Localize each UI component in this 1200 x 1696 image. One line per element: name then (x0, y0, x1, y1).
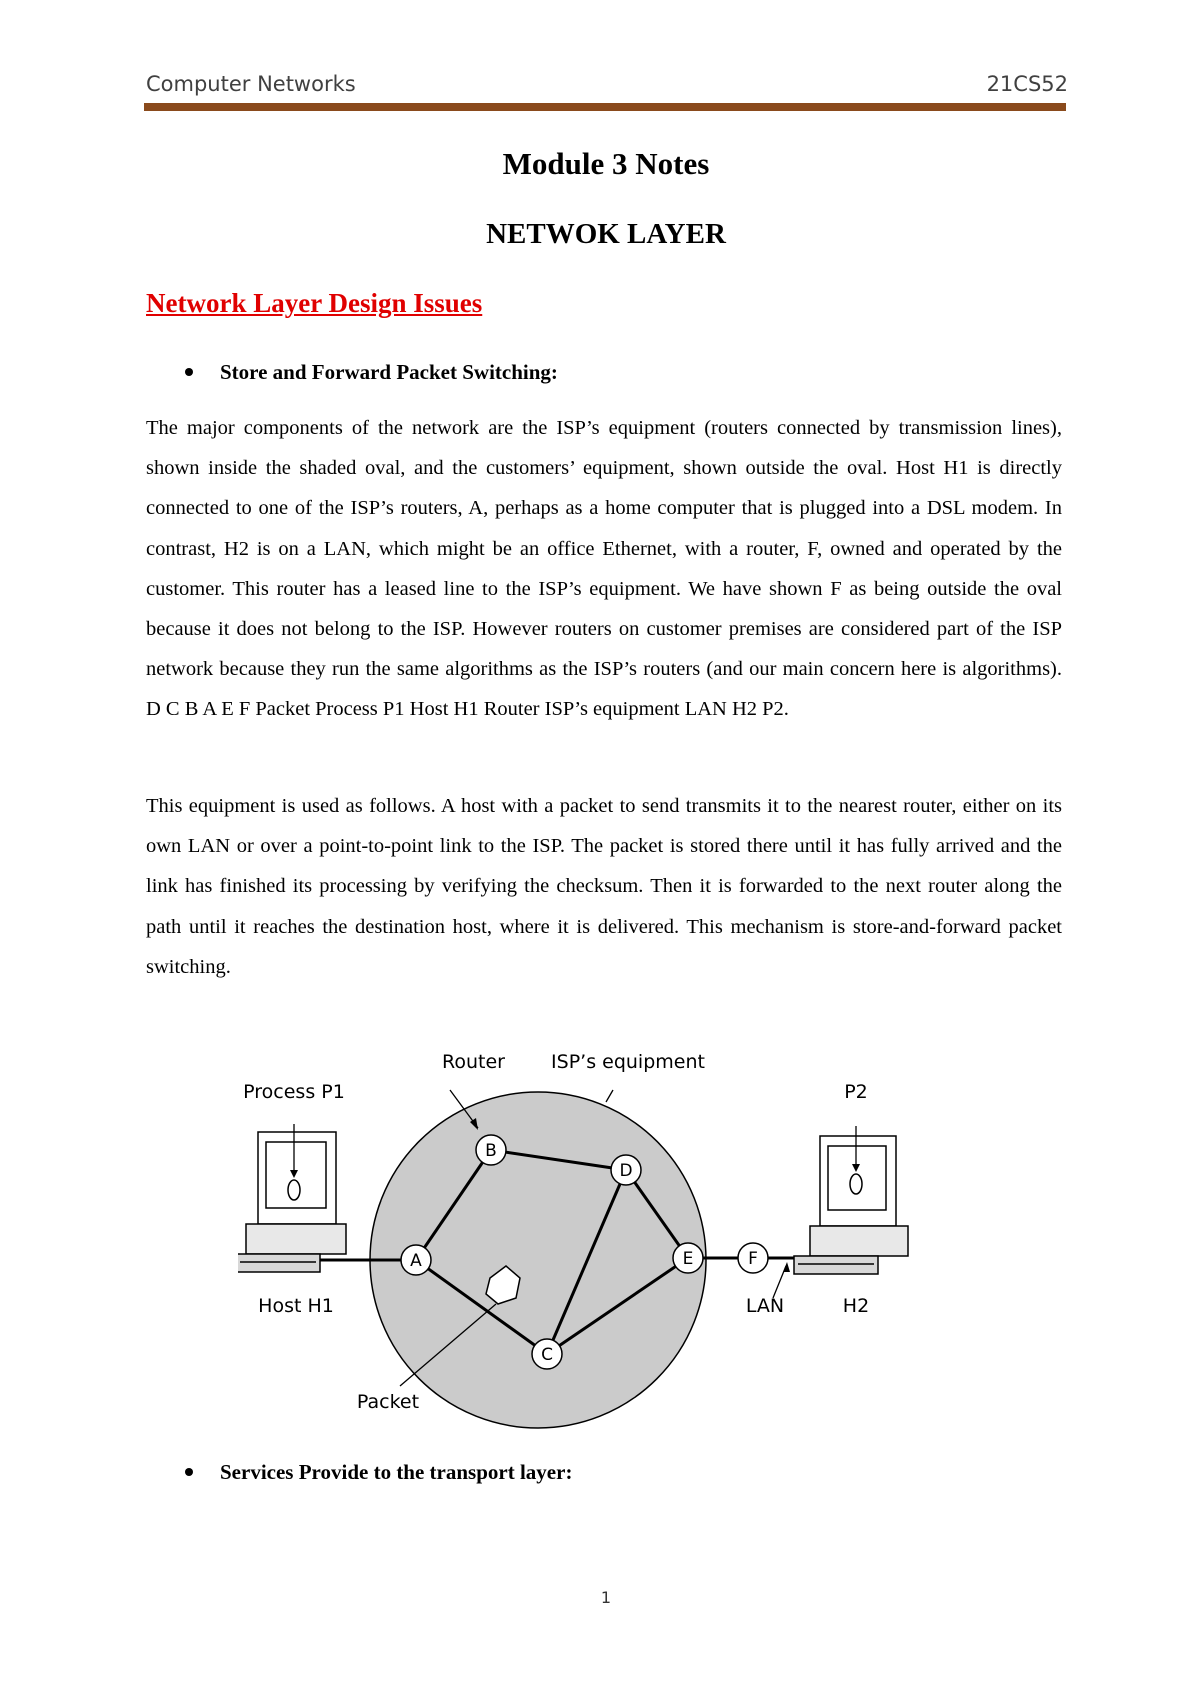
node-label-f: F (748, 1249, 758, 1269)
node-label-b: B (485, 1141, 497, 1161)
label-lan: LAN (745, 1295, 785, 1317)
section-heading: Network Layer Design Issues (146, 288, 483, 318)
network-diagram (238, 1032, 968, 1432)
label-process-p1: Process P1 (243, 1081, 345, 1103)
node-label-e: E (682, 1249, 694, 1269)
isp-pointer (606, 1090, 613, 1102)
page-subtitle: NETWOK LAYER (486, 218, 726, 250)
label-isp-equipment: ISP’s equipment (551, 1051, 705, 1073)
node-label-a: A (410, 1251, 422, 1271)
router-node-f (738, 1243, 768, 1273)
bullet-dot-icon (185, 1468, 193, 1476)
label-router: Router (442, 1051, 505, 1073)
paragraph: This equipment is used as follows. A host with a packet to send transmits it to the nearest router, either on its own LAN or over a point-to-point link to the ISP. The packet is stored there until it has fully arrived and the link has finished its processing by verifying the checksum. Then it is forwarded to the next router along the path until it reaches the destination host, where it is delivered. This mechanism is store-and-forward packet switching. (146, 795, 1062, 978)
router-node-a (401, 1245, 431, 1275)
label-p2: P2 (844, 1081, 868, 1103)
host-h1-computer-icon (238, 1132, 346, 1272)
label-packet: Packet (356, 1391, 420, 1413)
node-label-d: D (619, 1161, 633, 1181)
router-node-e (673, 1243, 703, 1273)
bullet-text: Store and Forward Packet Switching: (220, 360, 558, 384)
bullet-text: Services Provide to the transport layer: (220, 1460, 573, 1484)
node-label-c: C (541, 1345, 553, 1365)
label-h2: H2 (842, 1295, 870, 1317)
host-h2-computer-icon (794, 1136, 908, 1274)
label-host-h1: Host H1 (258, 1295, 334, 1317)
paragraph: The major components of the network are the ISP’s equipment (routers connected by transmission lines), shown inside the shaded oval, and the customers’ equipment, shown outside the oval. Host H1 is directly connected to one of the ISP’s routers, A, perhaps as a home computer that is plugged into a DSL modem. In contrast, H2 is on a LAN, which might be an office Ethernet, with a router, F, owned and operated by the customer. This router has a leased line to the ISP’s equipment. We have shown F as being outside the oval because it does not belong to the ISP. However routers on customer premises are considered part of the ISP network because they run the same algorithms as the ISP’s routers (and our main concern here is algorithms). D C B A E F Packet Process P1 Host H1 Router ISP’s equipment LAN H2 P2. (146, 417, 1062, 721)
router-node-c (532, 1339, 562, 1369)
header-course-title: Computer Networks (146, 72, 356, 96)
lan-pointer-arrow (783, 1262, 790, 1272)
router-node-d (611, 1155, 641, 1185)
header-rule (144, 103, 1066, 111)
header-course-code: 21CS52 (986, 72, 1068, 96)
page-title: Module 3 Notes (502, 146, 710, 181)
bullet-dot-icon (185, 368, 193, 376)
page-number: 1 (600, 1588, 612, 1607)
router-node-b (476, 1135, 506, 1165)
